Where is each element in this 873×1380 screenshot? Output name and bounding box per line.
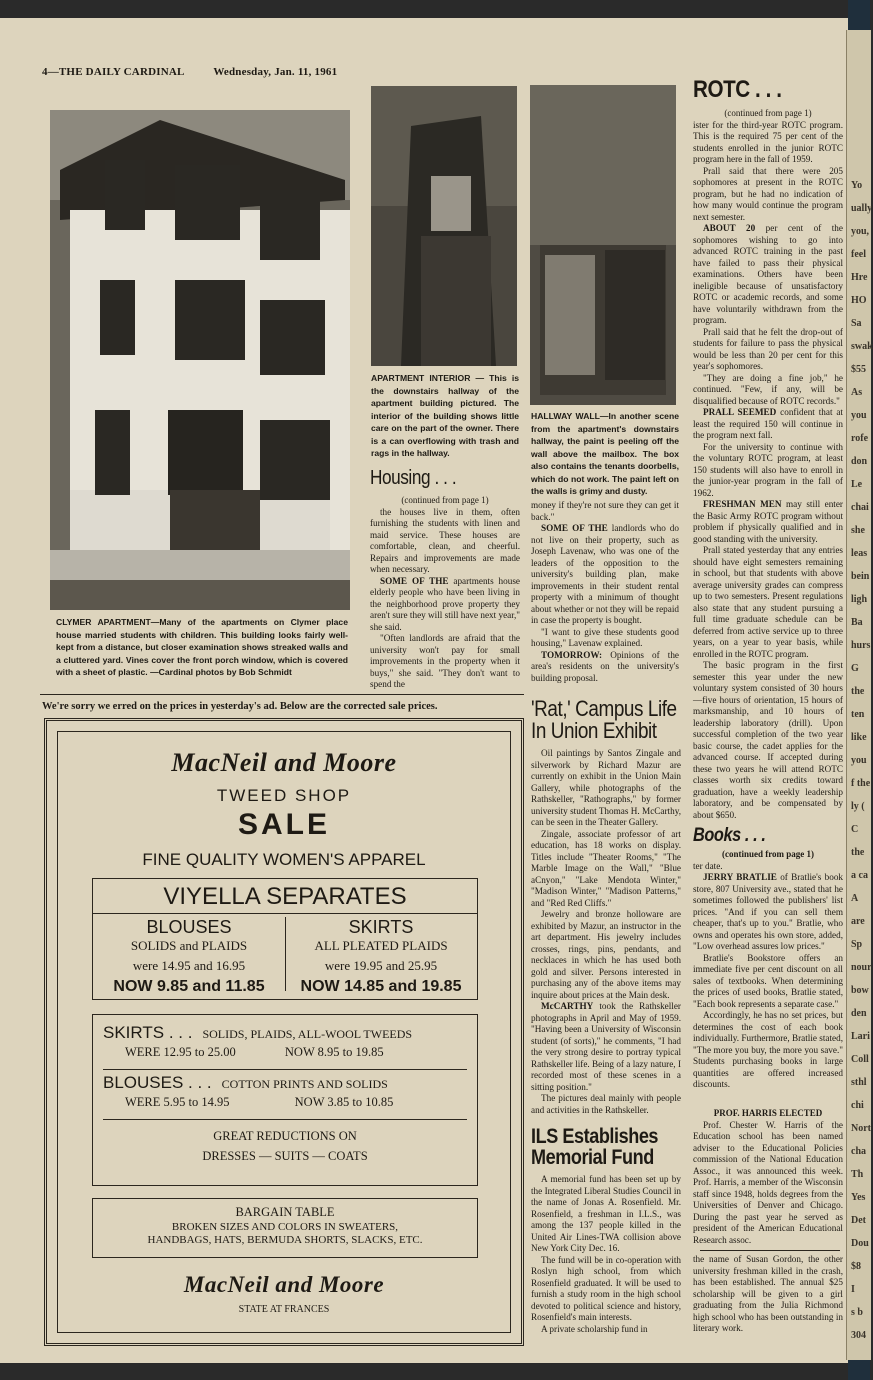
rotc-para: FRESHMAN MEN may still enter the Basic Army ROTC program without problem if physically qualified and in good standing with the university. [693,499,843,544]
housing-story [370,468,520,498]
housing-headline: Housing . . . [370,467,457,489]
edge-fragment: Yes [851,1192,866,1203]
rat-para: The pictures deal mainly with people and activities in the Rathskeller. [531,1093,681,1115]
edge-fragment: chai [851,502,869,513]
edge-fragment: As [851,387,863,398]
ad-shop-name: TWEED SHOP [216,786,352,805]
edge-fragment: den [851,1008,867,1019]
edge-fragment: A [851,893,859,904]
rotc-para: Prall said that he felt the drop-out of students for failure to pass the physical would be less than 20 per cent for this year's sophomores. [693,326,843,371]
sale-divider [103,1069,467,1070]
housing-col-1 [370,495,520,691]
hallway-wall-photo [530,85,676,405]
books-para: ter date. [693,860,723,871]
edge-fragment: Th [851,1169,864,1180]
edge-fragment: Ba [851,617,863,628]
macneil-moore-ad [44,718,524,1346]
housing-para: "I want to give these students good housing," Lavenaw explained. [531,626,679,648]
edge-fragment: you, [851,226,870,237]
edge-fragment: bow [851,985,869,996]
housing-para: TOMORROW: Opinions of the area's residents on the university's building proposal. [531,649,679,683]
interior-caption: APARTMENT INTERIOR — This is the downstairs hallway of the apartment building pictured. The interior of the building shows little care on the part of the owner. There is a can overflowing with trash and rags in the hallway. [371,373,519,458]
edge-fragment: hurs [851,640,871,651]
blouses-were: were 14.95 and 16.95 [132,958,246,973]
edge-fragment: $8 [851,1261,861,1272]
rat-story [531,698,681,1116]
skirts2-desc: SOLIDS, PLAIDS, ALL-WOOL TWEEDS [202,1027,413,1041]
clymer-caption: CLYMER APARTMENT—Many of the apartments on Clymer place house married students with children. This building looks fairly well-kept from a distance, but closer examination shows streaked walls and a cluttered yard. Vines cover the front porch window, which is covered with a sheet of plastic. —Cardinal photos by Bob Schmidt [56,617,348,677]
viyella-box [92,878,478,1000]
rotc-para: ister for the third-year ROTC program. This is the required 75 per cent of the students enrolled in the junior ROTC program here in the fall of 1959. [693,119,843,164]
ils-para: A memorial fund has been set up by the Integrated Liberal Studies Council in the name of Jonas A. Rosenfield. Mr. Rosenfield, a freshman in I.L.S., was among the 137 people killed in the United Air Lines-TWA collision above New York City Dec. 16. [531,1174,681,1253]
reductions-title: GREAT REDUCTIONS ON [213,1129,357,1143]
viyella-divider [93,913,477,914]
ils-headline-1: ILS Establishes [531,1125,659,1148]
housing-para: SOME OF THE apartments house elderly people who have been living in the neighborhood prove property they aren't sure they will still have next year," she said. [370,575,520,632]
ad-brand-logo-footer: MacNeil and Moore [183,1272,385,1297]
rotc-para: PRALL SEEMED confident that at least the required 150 will continue in the program next fall. [693,407,843,440]
rat-para: McCARTHY took the Rathskeller photographs in April and May of 1959. "Having been a University of Wisconsin student (of sorts)," he comments, "I had the very strong desire to portray typical Rathskeller life. Being of a lazy nature, I recorded most of these scenes in a sitting position." [531,1001,681,1092]
housing-col-2 [531,500,679,684]
blouses-desc: SOLIDS and PLAIDS [130,938,248,953]
bargain-title: BARGAIN TABLE [235,1205,335,1219]
rotc-para: Prall stated yesterday that any entries should have eight semesters remaining in school, but that students with above average university grades can compress up to two semesters. Present regulations also state that any student pursuing a full time graduate schedule can be deferred from active service up to three years, on a year to year basis, while enrolled in the ROTC program. [693,545,843,659]
edge-fragment: $55 [851,364,866,375]
masthead-date: Wednesday, Jan. 11, 1961 [213,66,338,78]
ils-cont-para: the name of Susan Gordon, the other university freshman killed in the crash, has been established. The annual $25 scholarship will be given to a girl graduating from the Julia Richmond high school who has been outstanding in literary work. [693,1254,843,1333]
edge-fragment: ually [851,203,873,214]
bargain-line-1: BROKEN SIZES AND COLORS IN SWEATERS, [171,1221,399,1233]
edge-fragment: like [851,732,867,743]
edge-fragment: bein [851,571,870,582]
sale-box [92,1014,478,1186]
rat-headline-2: In Union Exhibit [531,718,657,743]
edge-fragment: you [851,755,867,766]
books-para: Bratlie's Bookstore offers an immediate five per cent discount on all sales of textbooks. When determining the prices of used books, Bratlie stated, "Each book represents a separate case." [693,952,843,1009]
viyella-skirts [285,917,477,996]
books-story [693,826,843,1091]
correction-notice: We're sorry we erred on the prices in yesterday's ad. Below are the corrected sale prices. [42,701,438,712]
skirts-title: SKIRTS [348,917,414,937]
section-divider [40,694,524,695]
rat-para: Zingale, associate professor of art education, has 18 works on display. Titles include "Theater Rooms," "The Marble Image on the Wall," "Blue aCnyon," "Lake Mendota Winter," "Madison Winter," "Madison Patterns," and "Red Red Cliffs." [531,828,681,908]
ad-inner-border [57,731,511,1333]
edge-fragment: HO [851,295,867,306]
rotc-para: For the university to continue with the voluntary ROTC program, at least 150 students will also have to enroll in the junior-year program in the fall of 1962. [693,441,843,498]
edge-fragment: 304 [851,1330,866,1341]
skirts2-were: WERE 12.95 to 25.00 [125,1045,236,1059]
housing-para: the houses live in them, often furnishing the students with linen and maid service. These houses are comfortable, clean, and cheerful. Repairs and improvements are made when necessary. [370,506,520,574]
adjacent-page-edge [846,30,871,1360]
ad-sale: SALE [237,808,330,841]
edge-fragment: Coll [851,1054,869,1065]
edge-fragment: don [851,456,868,467]
edge-fragment: Hre [851,272,868,283]
rotc-para: Prall said that there were 205 sophomores at present in the ROTC program, but he had no indication of how many would continue the program next semester. [693,165,843,222]
edge-fragment: I [851,1284,855,1295]
edge-fragment: the [851,686,865,697]
blouses2-desc: COTTON PRINTS AND SOLIDS [221,1077,388,1091]
edge-fragment: Sp [851,939,863,950]
edge-fragment: Dou [851,1238,869,1249]
rotc-para: The basic program in the first semester this year under the new voluntary system consisted of 30 hours—five hours of orientation, 15 hours of marksmanship, and 10 hours of leadership laboratory (drill). Upon successful completion of the two year basic course, the cadet applies for the advanced course. If accepted during these two years he will attend ROTC classes worth six credits toward graduation, have a weekly leadership laboratory, and be compensated by about $650. [693,660,843,820]
blouses2-row [103,1073,467,1110]
bargain-line-2: HANDBAGS, HATS, BERMUDA SHORTS, SLACKS, ETC. [147,1234,423,1246]
rotc-para: ABOUT 20 per cent of the sophomores wishing to go into advanced ROTC training in the past have failed to pass their physical examinations. Others have been ineligible because of unsatisfactory ROTC or academic records, and some have voluntarily withdrawn from the program. [693,223,843,325]
bargain-box [92,1198,478,1258]
edge-fragment: Det [851,1215,866,1226]
harris-divider [700,1250,840,1251]
edge-fragment: ten [851,709,865,720]
edge-fragment: C [851,824,859,835]
books-headline: Books . . . [693,825,766,846]
housing-para: "Often landlords are afraid that the university won't pay for small improvements in the property when it buys," she said. "They don't want to spend the [370,633,520,689]
edge-fragment: rofe [851,433,869,444]
edge-fragment: G [851,663,859,674]
edge-fragment: swak [851,341,873,352]
edge-fragment: nour [851,962,872,973]
rotc-continued: (continued from page 1) [724,108,812,118]
edge-fragment: ly ( [851,801,865,812]
rotc-para: "They are doing a fine job," he continued. "Few, if any, will be disqualified because of ROTC records." [693,372,843,406]
edge-fragment: she [851,525,865,536]
reductions-items: DRESSES — SUITS — COATS [202,1149,368,1163]
edge-fragment: Sa [851,318,862,329]
newspaper-page [0,18,848,1363]
viyella-title: VIYELLA SEPARATES [163,883,407,910]
harris-headline: PROF. HARRIS ELECTED [713,1108,823,1118]
blouses2-now: NOW 3.85 to 10.85 [294,1095,394,1109]
blouses-title: BLOUSES [146,917,232,937]
ad-brand-logo: MacNeil and Moore [171,748,397,777]
ils-continued [693,1254,843,1335]
masthead [42,66,363,78]
rotc-story [693,78,843,821]
ils-headline-2: Memorial Fund [531,1146,654,1169]
edge-fragment: Le [851,479,863,490]
edge-fragment: f the [851,778,871,789]
harris-story [693,1108,843,1246]
ad-tagline: FINE QUALITY WOMEN'S APPAREL [142,850,426,869]
housing-para: money if they're not sure they can get it back." [531,500,679,522]
skirts-were: were 19.95 and 25.95 [324,958,438,973]
rat-para: Oil paintings by Santos Zingale and silverwork by Richard Mazur are currently on exhibit in the Union Main Gallery, while photographs of the Rathskeller, "Rathographs," by former university student Thomas H. McCarthy, can be seen in the Theater Gallery. [531,748,681,827]
page-folio: 4—THE DAILY CARDINAL [42,66,185,78]
rat-para: Jewelry and bronze holloware are exhibited by Mazur, an instructor in the art department. His jewelry includes crosses, rings, pins, pendants, and necklaces in which he has used both gold and silver. Persons interested in purchasing any of the above items may inquire about prices at the Main desk. [531,909,681,1000]
skirts-now: NOW 14.85 and 19.85 [300,978,462,995]
skirts2-now: NOW 8.95 to 19.85 [284,1045,384,1059]
edge-fragment: cha [851,1146,866,1157]
skirts2-row [103,1023,467,1060]
edge-fragment: you [851,410,867,421]
edge-fragment: chi [851,1100,864,1111]
edge-fragment: ligh [851,594,868,605]
skirts-desc: ALL PLEATED PLAIDS [314,938,448,953]
edge-fragment: sthl [851,1077,867,1088]
skirts2-title: SKIRTS . . . [103,1023,193,1042]
books-para: Accordingly, he has no set prices, but determines the cost of each book individually. Furthermore, Bratlie stated, "The more you buy, the more you save." Students purchasing books in large quantities are offered increased discounts. [693,1010,843,1089]
edge-fragment: feel [851,249,866,260]
housing-para: SOME OF THE landlords who do not live on their property, such as Joseph Lavenaw, who was one of the leaders of the opposition to the university's building plan, make improvements in their student rental property with a minimum of thought about whether or not they will be repaid in case the property is bought. [531,523,679,625]
books-para: JERRY BRATLIE of Bratlie's book store, 807 University ave., stated that he sometimes followed the publishers' list prices. "And if you can sell them cheaper, that's up to you." Bratlie, who owns and operates his own store, added, "Low overhead assures low prices." [693,872,844,951]
ils-story [531,1126,681,1335]
harris-para: Prof. Chester W. Harris of the Education school has been named adviser to the Educational Policies commission of the National Education Assoc., it was announced this week. Prof. Harris, a member of the Wisconsin staff since 1948, holds degrees from the Universities of Denver and Chicago. During the past year he served as president of the American Educational Research assoc. [693,1119,843,1245]
blouses-now: NOW 9.85 and 11.85 [113,978,265,995]
books-continued: (continued from page 1) [721,849,815,859]
skirts2-prices [103,1045,467,1060]
rat-headline-1: 'Rat,' Campus Life [531,696,677,721]
sale-divider [103,1119,467,1120]
blouses2-title: BLOUSES . . . [103,1073,212,1092]
edge-fragment: are [851,916,865,927]
edge-fragment: a ca [851,870,868,881]
edge-fragment: Yo [851,180,863,191]
clymer-apartment-photo [50,110,350,610]
ils-para: The fund will be in co-operation with Roslyn high school, from which Rosenfield graduated. It will be used to furnish a study room in the high school devoted to political science and history, Rosenfield's main interests. [531,1254,681,1322]
edge-fragment: the [851,847,865,858]
edge-fragment: leas [851,548,868,559]
blouses2-prices [103,1095,467,1110]
rotc-headline: ROTC . . . [693,76,782,103]
hallway-caption: HALLWAY WALL—In another scene from the apartment's downstairs hallway, the paint is peeling off the wall above the mailbox. The box also contains the tenants doorbells, which do not work. The paint left on the walls is grimy and dusty. [531,411,679,496]
ad-address: STATE AT FRANCES [238,1304,330,1315]
blouses2-were: WERE 5.95 to 14.95 [125,1095,230,1109]
housing-continued: (continued from page 1) [401,495,489,505]
ils-para: A private scholarship fund in [541,1323,648,1334]
edge-fragment: Lari [851,1031,870,1042]
edge-fragment: s b [851,1307,863,1318]
viyella-blouses [93,917,285,996]
edge-fragment: Nort [851,1123,871,1134]
apartment-interior-photo [371,86,517,366]
